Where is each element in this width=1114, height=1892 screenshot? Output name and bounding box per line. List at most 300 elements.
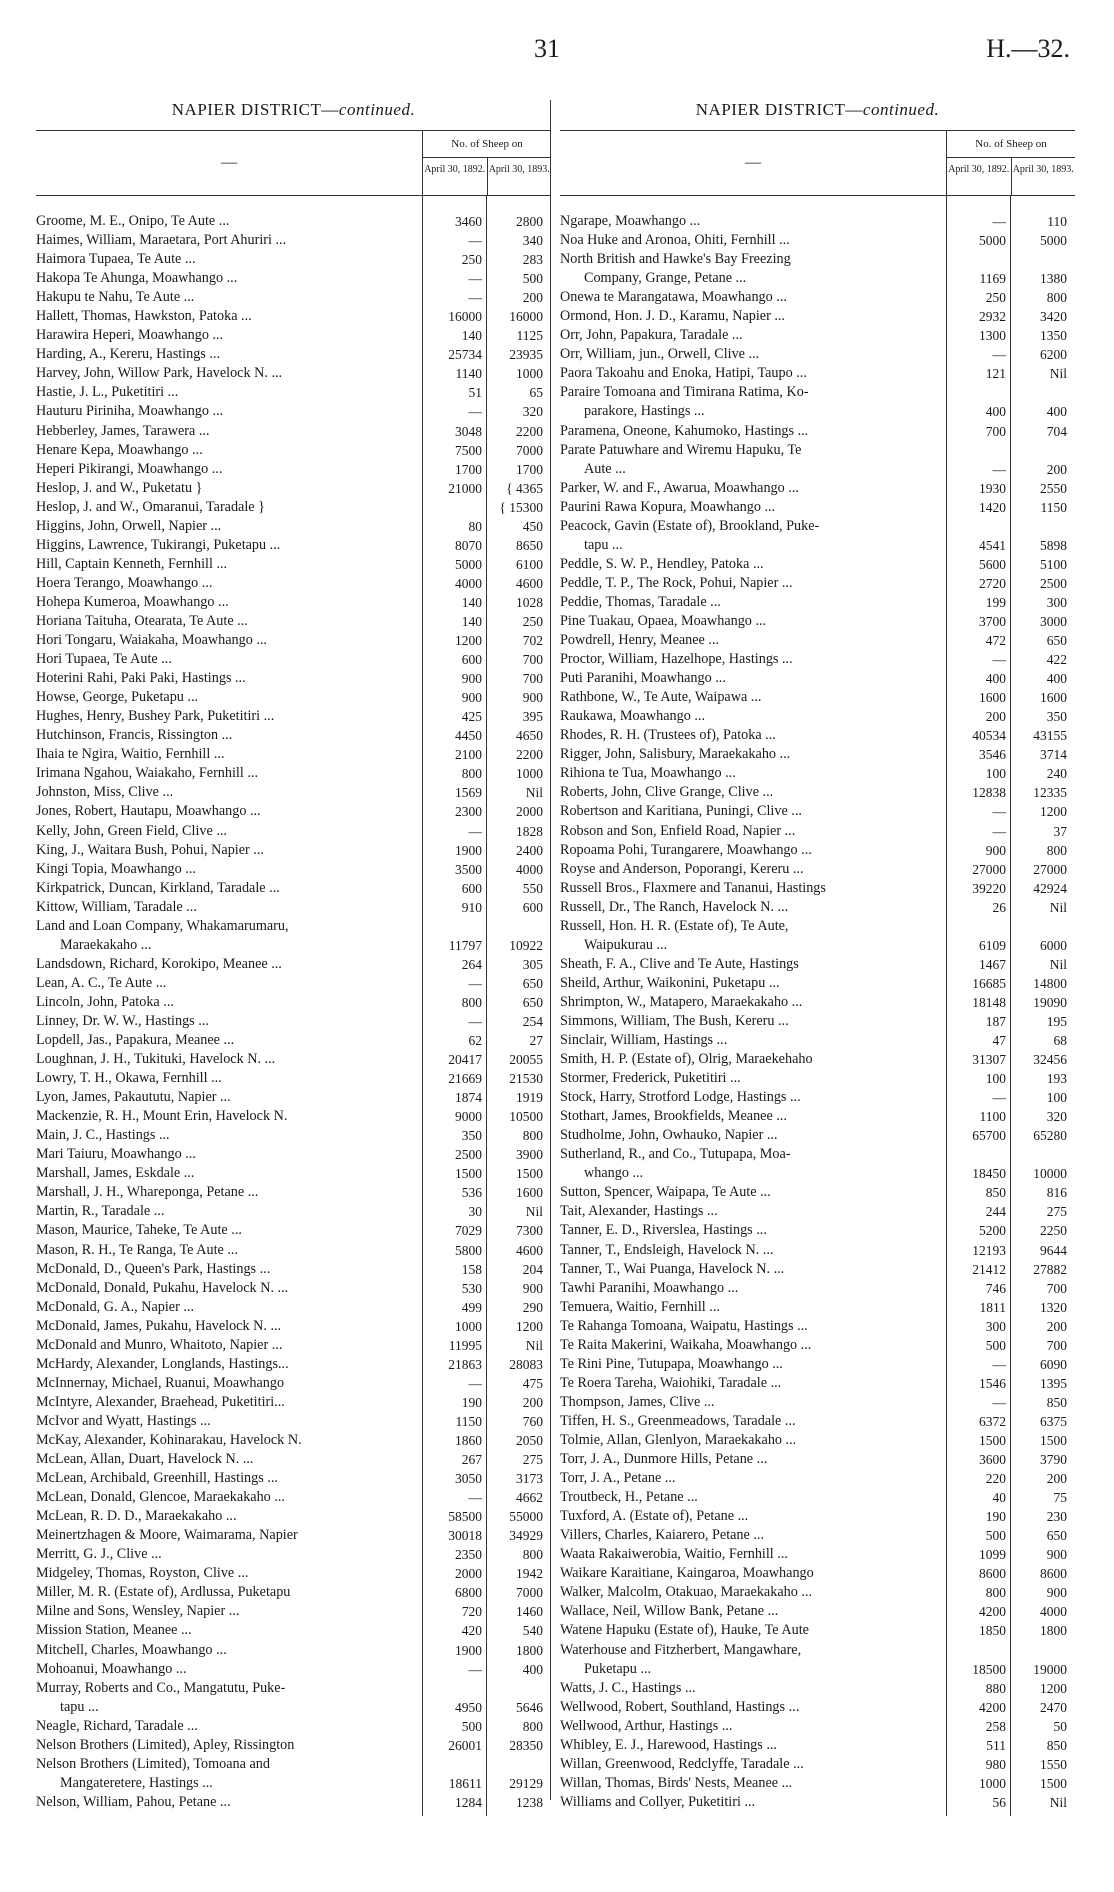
sheep-1892: —	[468, 1375, 482, 1391]
sheep-1893: 700	[1046, 1337, 1067, 1353]
sheep-1892: 900	[461, 671, 482, 687]
sheep-1892: 11797	[448, 937, 482, 953]
table-row	[560, 1088, 1075, 1107]
sheep-1892: 1284	[455, 1794, 482, 1810]
owner-name: Rigger, John, Salisbury, Maraekakaho ...	[560, 746, 791, 763]
owner-name: Marshall, James, Eskdale ...	[36, 1165, 195, 1182]
table-row	[36, 1012, 551, 1031]
sheep-1893: 195	[1046, 1013, 1067, 1029]
owner-name: Watts, J. C., Hastings ...	[560, 1679, 696, 1696]
sheep-1892: 600	[461, 652, 482, 668]
owner-name: Orr, John, Papakura, Taradale ...	[560, 327, 743, 344]
sheep-1892: 1150	[455, 1413, 482, 1429]
sheep-1893: 10000	[1033, 1166, 1067, 1182]
table-row	[560, 593, 1075, 612]
owner-name: Paora Takoahu and Enoka, Hatipi, Taupo ...	[560, 365, 807, 382]
table-row	[36, 1336, 551, 1355]
sheep-1892: 1300	[979, 328, 1006, 344]
sheep-1892: 20417	[448, 1052, 482, 1068]
sheep-1893: 1800	[516, 1642, 543, 1658]
sheep-1892: 3460	[455, 214, 482, 229]
sheep-1892: 6109	[979, 937, 1006, 953]
sheep-1893: 27	[529, 1033, 543, 1049]
sheep-1893: Nil	[1049, 956, 1067, 972]
table-row	[560, 1583, 1075, 1602]
owner-name: Hoterini Rahi, Paki Paki, Hastings ...	[36, 670, 246, 687]
owner-name: Neagle, Richard, Taradale ...	[36, 1717, 198, 1734]
sheep-1892: 8600	[979, 1566, 1006, 1582]
sheep-1893: 1125	[516, 328, 543, 344]
table-row	[560, 1641, 1075, 1660]
sheep-1892: 140	[461, 613, 482, 629]
owner-name: Hastie, J. L., Puketitiri ...	[36, 384, 179, 401]
sheep-1893: 1500	[1040, 1775, 1067, 1791]
sheep-1893: 23935	[509, 347, 543, 363]
sheep-1893: Nil	[525, 1204, 543, 1220]
sheep-1892: 26001	[448, 1737, 482, 1753]
table-row	[560, 1107, 1075, 1126]
col-1892-header: April 30, 1892.	[948, 164, 1010, 175]
sheep-1892: 1500	[455, 1166, 482, 1182]
owner-name: Hakupu te Nahu, Te Aute ...	[36, 289, 195, 306]
table-row	[36, 212, 551, 231]
sheep-1892: 850	[985, 1185, 1006, 1201]
owner-name: Rathbone, W., Te Aute, Waipawa ...	[560, 689, 762, 706]
table-row	[36, 764, 551, 783]
owner-name: Puti Paranihi, Moawhango ...	[560, 670, 726, 687]
table-row	[560, 1393, 1075, 1412]
sheep-1892: —	[468, 823, 482, 839]
table-row	[36, 1602, 551, 1621]
table-row	[560, 212, 1075, 231]
owner-name: Waterhouse and Fitzherbert, Mangawhare,	[560, 1641, 802, 1658]
table-row	[36, 1126, 551, 1145]
sheep-1892: 800	[985, 1585, 1006, 1601]
table-row	[36, 669, 551, 688]
table-row	[36, 1279, 551, 1298]
sheep-column-header: No. of Sheep on April 30, 1892. April 30, 1893.	[946, 131, 1075, 195]
sheep-1892: 21000	[448, 480, 482, 496]
table-row	[560, 1183, 1075, 1202]
sheep-1893: 475	[522, 1375, 543, 1391]
table-row	[36, 802, 551, 821]
table-row	[560, 1679, 1075, 1698]
table-row	[36, 707, 551, 726]
table-row	[560, 1450, 1075, 1469]
table-row	[36, 688, 551, 707]
table-row	[36, 231, 551, 250]
owner-name: Hebberley, James, Tarawera ...	[36, 422, 210, 439]
sheep-1893: 16000	[509, 309, 543, 325]
table-row	[36, 1183, 551, 1202]
sheep-1893: 2250	[1040, 1223, 1067, 1239]
sheep-1893: 320	[1046, 1109, 1067, 1125]
sheep-1893: 1380	[1040, 271, 1067, 287]
sheep-1893: 2050	[516, 1433, 543, 1448]
table-row	[560, 1526, 1075, 1545]
table-row	[560, 993, 1075, 1012]
sheep-1893: 8600	[1040, 1566, 1067, 1582]
sheep-1893: 6200	[1040, 347, 1067, 363]
sheep-1893: 37	[1053, 823, 1067, 839]
owner-name: parakore, Hastings ...	[584, 403, 705, 420]
sheep-1893: 7000	[516, 1585, 543, 1601]
table-row	[36, 936, 551, 955]
owner-name: Wellwood, Robert, Southland, Hastings ...	[560, 1698, 800, 1715]
owner-name: McIvor and Wyatt, Hastings ...	[36, 1412, 211, 1429]
owner-name: Landsdown, Richard, Korokipo, Meanee ...	[36, 955, 282, 972]
sheep-1893: 4000	[516, 861, 543, 877]
owner-name: Proctor, William, Hazelhope, Hastings ...	[560, 651, 793, 668]
sheep-1893: 450	[522, 518, 543, 534]
table-row	[560, 936, 1075, 955]
owner-name: Ormond, Hon. J. D., Karamu, Napier ...	[560, 308, 785, 325]
owner-name: McDonald, G. A., Napier ...	[36, 1298, 195, 1315]
owner-name: Miller, M. R. (Estate of), Ardlussa, Puketapu	[36, 1584, 291, 1601]
table-row	[560, 574, 1075, 593]
sheep-1892: 21863	[448, 1356, 482, 1372]
sheep-1892: 4950	[455, 1699, 482, 1715]
table-row	[560, 1069, 1075, 1088]
sheep-1892: —	[992, 461, 1006, 477]
table-row	[36, 1679, 551, 1698]
sheep-1893: 68	[1053, 1033, 1067, 1049]
sheep-1892: 1900	[455, 1642, 482, 1658]
owner-name: Company, Grange, Petane ...	[584, 270, 747, 287]
sheep-1892: 900	[461, 690, 482, 706]
owner-name: Te Rini Pine, Tutupapa, Moawhango ...	[560, 1355, 783, 1372]
sheep-1892: 27000	[972, 861, 1006, 877]
table-row	[36, 1355, 551, 1374]
table-row	[560, 1698, 1075, 1717]
col-1892-header: April 30, 1892.	[424, 164, 486, 175]
sheep-1892: 536	[461, 1185, 482, 1201]
owner-name: Hoera Terango, Moawhango ...	[36, 574, 213, 591]
sheep-1892	[947, 517, 1011, 536]
table-row	[36, 1202, 551, 1221]
sheep-1893: 50	[1053, 1718, 1067, 1734]
sheep-1892: 3700	[979, 613, 1006, 629]
sheep-1893: 1828	[516, 823, 543, 839]
table-row	[560, 288, 1075, 307]
sheep-1893: 19090	[1033, 994, 1067, 1010]
owner-name: Nelson Brothers (Limited), Apley, Rissington	[36, 1736, 295, 1753]
table-row	[560, 231, 1075, 250]
district-title: NAPIER DISTRICT—continued.	[171, 100, 416, 119]
sheep-1892: 472	[985, 633, 1006, 649]
sheep-1893: 55000	[509, 1509, 543, 1525]
sheep-1893: 200	[1046, 461, 1067, 477]
owner-name: Ngarape, Moawhango ...	[560, 213, 701, 229]
owner-name: Johnston, Miss, Clive ...	[36, 784, 174, 801]
owner-name: Parker, W. and F., Awarua, Moawhango ...	[560, 479, 799, 496]
sheep-1892: 18450	[972, 1166, 1006, 1182]
sheep-1893: 850	[1046, 1737, 1067, 1753]
sheep-1893: 702	[522, 633, 543, 649]
sheep-1893: 27000	[1033, 861, 1067, 877]
owner-name: Sheild, Arthur, Waikonini, Puketapu ...	[560, 974, 780, 991]
sheep-1892: 1100	[979, 1109, 1006, 1125]
sheep-1892: 12193	[972, 1242, 1006, 1258]
owner-name: Sinclair, William, Hastings ...	[560, 1032, 728, 1049]
sheep-1892: —	[468, 233, 482, 249]
sheep-1893: 550	[522, 880, 543, 896]
owner-name: Waipukurau ...	[584, 936, 668, 953]
sheep-1893: 6000	[1040, 937, 1067, 953]
sheep-1893: 350	[1046, 709, 1067, 725]
table-row	[36, 1736, 551, 1755]
table-row	[560, 460, 1075, 479]
owner-name: Temuera, Waitio, Fernhill ...	[560, 1298, 720, 1315]
sheep-1893: 275	[1046, 1204, 1067, 1220]
sheep-1893: 400	[1046, 404, 1067, 420]
owner-name: Rihiona te Tua, Moawhango ...	[560, 765, 736, 782]
table-row	[36, 517, 551, 536]
sheep-1893	[1011, 1145, 1075, 1164]
owner-name: Mission Station, Meanee ...	[36, 1622, 192, 1639]
table-row	[560, 707, 1075, 726]
sheep-1892: 1467	[979, 956, 1006, 972]
sheep-1892: 3600	[979, 1452, 1006, 1468]
sheep-1893: 3420	[1040, 309, 1067, 325]
table-row	[560, 1507, 1075, 1526]
sheep-1893: 110	[1047, 214, 1067, 229]
sheep-1892	[947, 441, 1011, 460]
sheep-1893: 204	[522, 1261, 543, 1277]
owner-name: Hohepa Kumeroa, Moawhango ...	[36, 593, 229, 610]
owner-name: McDonald, James, Pukahu, Havelock N. ...	[36, 1317, 282, 1334]
sheep-1892: 80	[468, 518, 482, 534]
document-reference: H.—32.	[986, 34, 1070, 63]
sheep-1892: —	[992, 214, 1006, 229]
table-row	[36, 841, 551, 860]
owner-name: Nelson, William, Pahou, Petane ...	[36, 1793, 231, 1810]
sheep-1893: 800	[1046, 290, 1067, 306]
table-row	[36, 402, 551, 421]
table-row	[36, 1698, 551, 1717]
sheep-1893: 14800	[1033, 975, 1067, 991]
sheep-1892: 264	[461, 956, 482, 972]
owner-name: Mangateretere, Hastings ...	[60, 1774, 213, 1791]
table-row	[560, 841, 1075, 860]
sheep-1892: 499	[461, 1299, 482, 1315]
sheep-1893	[487, 1679, 551, 1698]
sheep-1893: 5646	[516, 1699, 543, 1715]
sheep-1892: 121	[985, 366, 1006, 382]
table-row	[36, 422, 551, 441]
owner-name: Linney, Dr. W. W., Hastings ...	[36, 1012, 209, 1029]
table-row	[36, 612, 551, 631]
owner-name: Raukawa, Moawhango ...	[560, 708, 705, 725]
sheep-1893: 2800	[516, 214, 543, 229]
owner-name: Hauturu Piriniha, Moawhango ...	[36, 403, 224, 420]
sheep-1893	[1011, 383, 1075, 402]
sheep-1892: 1850	[979, 1623, 1006, 1639]
sheep-1893: 3000	[1040, 613, 1067, 629]
owner-name: Harvey, John, Willow Park, Havelock N. ...	[36, 365, 283, 382]
table-row	[36, 593, 551, 612]
table-row	[560, 536, 1075, 555]
table-row	[36, 1641, 551, 1660]
owner-name: Groome, M. E., Onipo, Te Aute ...	[36, 213, 230, 229]
table-row	[560, 802, 1075, 821]
sheep-1892: 187	[985, 1013, 1006, 1029]
sheep-1892: 400	[985, 671, 1006, 687]
owner-name: Mackenzie, R. H., Mount Erin, Havelock N.	[36, 1108, 288, 1125]
owner-name: McLean, R. D. D., Maraekakaho ...	[36, 1508, 237, 1525]
owner-name: Jones, Robert, Hautapu, Moawhango ...	[36, 803, 261, 820]
table-row	[36, 1088, 551, 1107]
table-header	[560, 130, 1075, 196]
table-row	[560, 307, 1075, 326]
sheep-1893: 230	[1046, 1509, 1067, 1525]
sheep-1893: 27882	[1033, 1261, 1067, 1277]
sheep-1892: 18611	[448, 1775, 482, 1791]
sheep-1892	[947, 250, 1011, 269]
sheep-1893: 395	[522, 709, 543, 725]
owner-name: Haimes, William, Maraetara, Port Ahuriri ...	[36, 232, 287, 249]
owner-name: Simmons, William, The Bush, Kereru ...	[560, 1012, 789, 1029]
sheep-1892: 600	[461, 880, 482, 896]
sheep-1893: 250	[522, 613, 543, 629]
table-row	[560, 326, 1075, 345]
sheep-1893: 650	[522, 975, 543, 991]
owner-name: Walker, Malcolm, Otakuao, Maraekakaho ...	[560, 1584, 812, 1601]
table-row	[560, 1736, 1075, 1755]
sheep-1893: 3714	[1040, 747, 1067, 763]
sheep-1892: 2500	[455, 1147, 482, 1163]
sheep-1892: 4000	[455, 575, 482, 591]
owner-name: Russell Bros., Flaxmere and Tananui, Hastings	[560, 879, 826, 896]
sheep-1892: —	[992, 1090, 1006, 1106]
sheep-1893: 2550	[1040, 480, 1067, 496]
table-row	[560, 726, 1075, 745]
sheep-1893: 500	[522, 271, 543, 287]
table-row	[560, 822, 1075, 841]
sheep-1892: 420	[461, 1623, 482, 1639]
owner-name: Lowry, T. H., Okawa, Fernhill ...	[36, 1070, 222, 1087]
table-row	[36, 1621, 551, 1640]
owner-name: Russell, Hon. H. R. (Estate of), Te Aute,	[560, 917, 789, 934]
owner-name: Russell, Dr., The Ranch, Havelock N. ...	[560, 898, 789, 915]
owner-name: Paraire Tomoana and Timirana Ratima, Ko-	[560, 384, 809, 401]
table-row	[36, 1393, 551, 1412]
owner-name: McIntyre, Alexander, Braehead, Puketitiri...	[36, 1393, 285, 1410]
sheep-1893: 1000	[516, 766, 543, 782]
owner-name: Nelson Brothers (Limited), Tomoana and	[36, 1755, 270, 1772]
sheep-1893: 34929	[509, 1528, 543, 1544]
sheep-1893: 1919	[516, 1090, 543, 1106]
sheep-1893: 12335	[1033, 785, 1067, 801]
sheep-1893: 100	[1046, 1090, 1067, 1106]
sheep-1893: 5000	[1040, 233, 1067, 249]
sheep-1893: 65280	[1033, 1128, 1067, 1144]
owner-name: tapu ...	[584, 536, 623, 553]
sheep-1893: 240	[1046, 766, 1067, 782]
sheep-1892: 220	[985, 1471, 1006, 1487]
sheep-1892: 9000	[455, 1109, 482, 1125]
table-row	[36, 1545, 551, 1564]
sheep-1892: 267	[461, 1452, 482, 1468]
sheep-1893: 1600	[1040, 690, 1067, 706]
sheep-1893: 320	[522, 404, 543, 420]
sheep-1893: 850	[1046, 1394, 1067, 1410]
owner-name: Loughnan, J. H., Tukituki, Havelock N. ...	[36, 1051, 276, 1068]
table-row	[560, 974, 1075, 993]
owner-name: Heslop, J. and W., Puketatu }	[36, 479, 203, 496]
table-row	[36, 1450, 551, 1469]
sheep-1893: 4662	[516, 1490, 543, 1506]
table-row	[36, 326, 551, 345]
sheep-1892: 800	[461, 766, 482, 782]
sheep-1892: 26	[992, 899, 1006, 915]
sheep-1893: 7000	[516, 442, 543, 458]
sheep-1893: 200	[522, 290, 543, 306]
name-column-header: —	[745, 154, 761, 171]
table-row	[560, 402, 1075, 421]
sheep-1892: 11995	[448, 1337, 482, 1353]
sheep-1892: —	[992, 804, 1006, 820]
owner-name: Williams and Collyer, Puketitiri ...	[560, 1793, 756, 1810]
owner-name: Hori Tupaea, Te Aute ...	[36, 651, 172, 668]
table-row	[36, 1317, 551, 1336]
sheep-1893: Nil	[1049, 366, 1067, 382]
owner-name: Henare Kepa, Moawhango ...	[36, 441, 203, 458]
table-row	[560, 1374, 1075, 1393]
sheep-1892	[947, 1145, 1011, 1164]
table-row	[36, 631, 551, 650]
owner-name: Wallace, Neil, Willow Bank, Petane ...	[560, 1603, 779, 1620]
table-row	[36, 288, 551, 307]
sheep-1892: 100	[985, 766, 1006, 782]
owner-name: McDonald, D., Queen's Park, Hastings ...	[36, 1260, 271, 1277]
sheep-1892: 8070	[455, 537, 482, 553]
sheep-1893: 200	[1046, 1471, 1067, 1487]
table-row	[560, 498, 1075, 517]
sheep-1893: 800	[522, 1547, 543, 1563]
owner-name: Sheath, F. A., Clive and Te Aute, Hastings	[560, 955, 799, 972]
owner-name: Noa Huke and Aronoa, Ohiti, Fernhill ...	[560, 232, 790, 249]
sheep-1893	[487, 1755, 551, 1774]
sheep-1892: 6372	[979, 1413, 1006, 1429]
table-row	[36, 650, 551, 669]
table-row	[560, 364, 1075, 383]
table-row	[36, 1660, 551, 1679]
owner-name: Howse, George, Puketapu ...	[36, 689, 199, 706]
sheep-1892: 250	[985, 290, 1006, 306]
sheep-1892: 425	[461, 709, 482, 725]
owner-name: Tanner, E. D., Riverslea, Hastings ...	[560, 1222, 767, 1239]
sheep-1892: 58500	[448, 1509, 482, 1525]
owner-name: Heperi Pikirangi, Moawhango ...	[36, 460, 223, 477]
sheep-1893: 21530	[509, 1071, 543, 1087]
table-row	[36, 1755, 551, 1774]
sheep-1892: 3500	[455, 861, 482, 877]
owner-name: Lean, A. C., Te Aute ...	[36, 974, 167, 991]
table-row	[36, 783, 551, 802]
owner-name: Watene Hapuku (Estate of), Hauke, Te Aute	[560, 1622, 809, 1639]
table-row	[560, 1469, 1075, 1488]
sheep-1893: 8650	[516, 537, 543, 553]
sheep-1893: 6375	[1040, 1413, 1067, 1429]
sheep-1893: 1942	[516, 1566, 543, 1582]
owner-name: Tanner, T., Wai Puanga, Havelock N. ...	[560, 1260, 785, 1277]
sheep-1893: 200	[522, 1394, 543, 1410]
owner-name: Tolmie, Allan, Glenlyon, Maraekakaho ...	[560, 1432, 797, 1448]
owner-name: Harawira Heperi, Moawhango ...	[36, 327, 224, 344]
table-row	[560, 1660, 1075, 1679]
sheep-1892: —	[992, 652, 1006, 668]
